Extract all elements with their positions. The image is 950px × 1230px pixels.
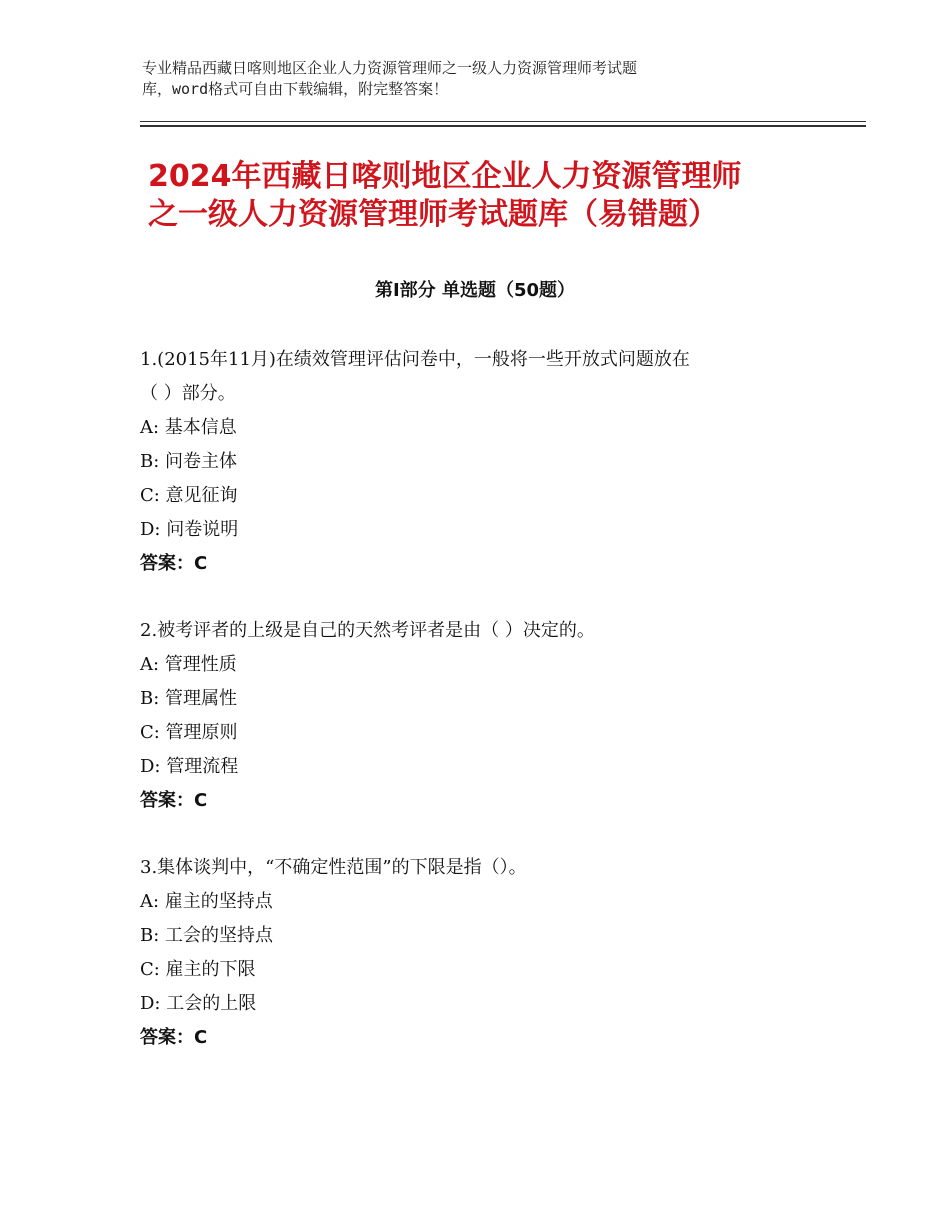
option-b: B: 管理属性 [140, 688, 238, 709]
option-a: A: 基本信息 [140, 417, 237, 438]
option-d: D: 问卷说明 [140, 519, 239, 540]
header-note-line-2: 库，word格式可自由下载编辑，附完整答案！ [142, 80, 449, 98]
option-c: C: 管理原则 [140, 722, 238, 743]
answer: 答案：C [140, 1027, 208, 1048]
question-3 [140, 851, 840, 1055]
header-note-line-1: 专业精品西藏日喀则地区企业人力资源管理师之一级人力资源管理师考试题 [142, 59, 638, 77]
question-list [140, 343, 840, 1088]
question-2 [140, 614, 840, 818]
document-title [148, 158, 848, 234]
header-note [142, 58, 822, 100]
document-title-line-2: 之一级人力资源管理师考试题库（易错题） [148, 197, 718, 232]
answer: 答案：C [140, 790, 208, 811]
option-c: C: 意见征询 [140, 485, 238, 506]
option-d: D: 工会的上限 [140, 993, 257, 1014]
option-a: A: 雇主的坚持点 [140, 891, 273, 912]
option-b: B: 问卷主体 [140, 451, 238, 472]
question-stem: 2.被考评者的上级是自己的天然考评者是由（ ）决定的。 [140, 620, 595, 641]
question-stem: 1.(2015年11月)在绩效管理评估问卷中，一般将一些开放式问题放在 [140, 349, 690, 370]
option-c: C: 雇主的下限 [140, 959, 256, 980]
question-stem: 3.集体谈判中，“不确定性范围”的下限是指（）。 [140, 857, 527, 878]
header-divider-thick [140, 125, 866, 127]
section-title: 第Ⅰ部分 单选题（50题） [374, 280, 575, 301]
option-b: B: 工会的坚持点 [140, 925, 274, 946]
header-divider-thin [140, 121, 866, 122]
option-a: A: 管理性质 [140, 654, 237, 675]
question-stem-continued: （ ）部分。 [140, 383, 236, 404]
answer: 答案：C [140, 553, 208, 574]
question-1 [140, 343, 840, 581]
document-title-line-1: 2024年西藏日喀则地区企业人力资源管理师 [148, 159, 742, 194]
option-d: D: 管理流程 [140, 756, 239, 777]
